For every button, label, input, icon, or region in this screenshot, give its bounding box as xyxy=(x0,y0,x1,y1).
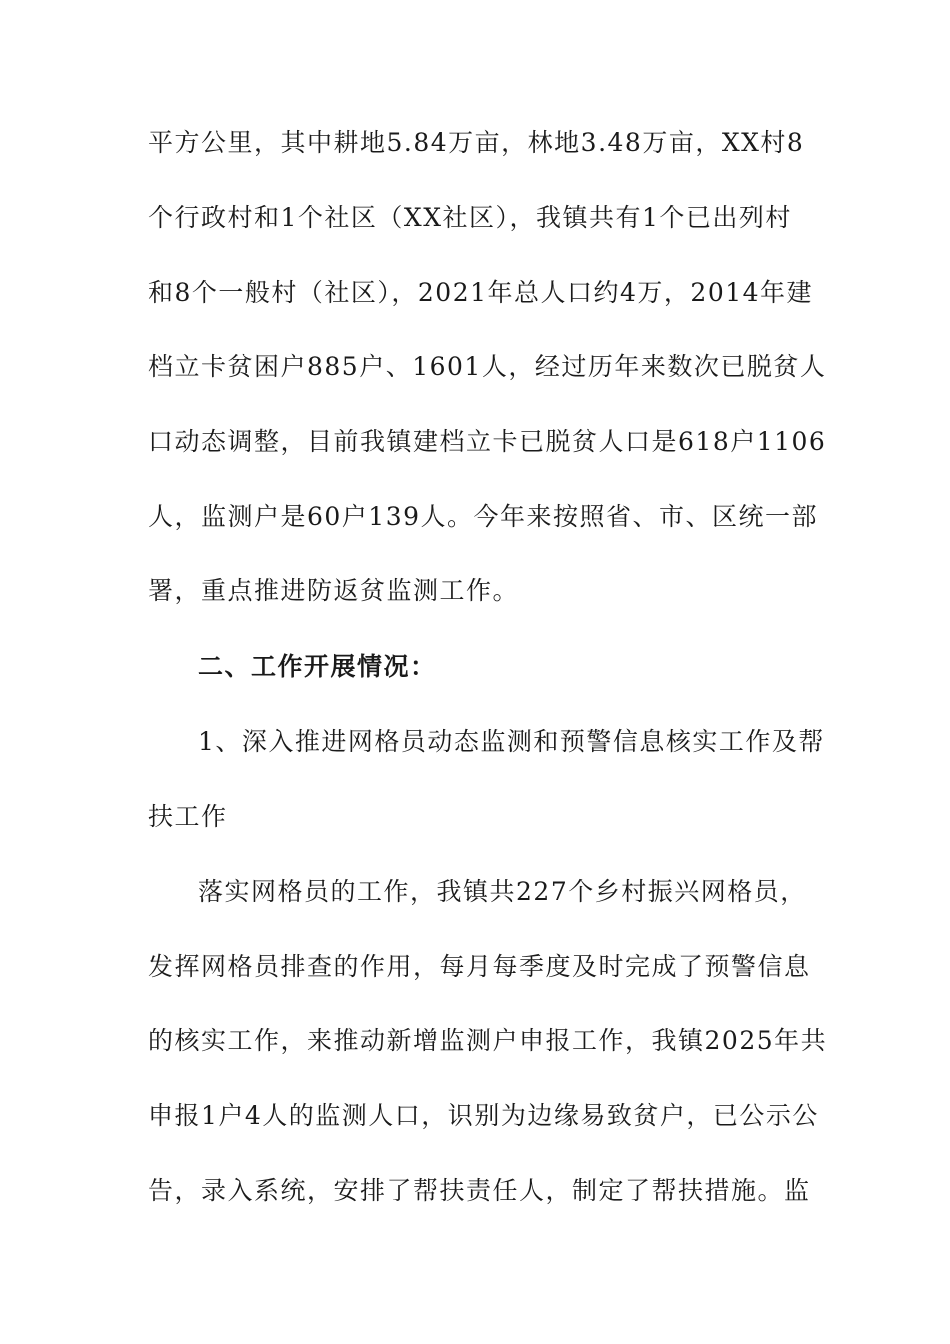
body-text-line: 落实网格员的工作，我镇共227个乡村振兴网格员， xyxy=(198,877,807,906)
section-heading: 二、工作开展情况： xyxy=(198,652,437,681)
body-text-line: 申报1户4人的监测人口，识别为边缘易致贫户，已公示公 xyxy=(148,1101,819,1130)
body-text-line: 个行政村和1个社区（XX社区），我镇共有1个已出列村 xyxy=(148,203,792,232)
body-text-line: 署，重点推进防返贫监测工作。 xyxy=(148,576,520,605)
body-text-line: 口动态调整，目前我镇建档立卡已脱贫人口是618户1106 xyxy=(148,427,827,456)
body-text-line: 发挥网格员排查的作用，每月每季度及时完成了预警信息 xyxy=(148,952,811,981)
body-text-line: 的核实工作，来推动新增监测户申报工作，我镇2025年共 xyxy=(148,1026,828,1055)
body-text-line: 平方公里，其中耕地5.84万亩，林地3.48万亩，XX村8 xyxy=(148,128,805,157)
body-text-line: 人，监测户是60户139人。今年来按照省、市、区统一部 xyxy=(148,502,819,531)
subheading-line: 扶工作 xyxy=(148,802,228,831)
body-text-line: 告，录入系统，安排了帮扶责任人，制定了帮扶措施。监 xyxy=(148,1176,811,1205)
subheading-line: 1、深入推进网格员动态监测和预警信息核实工作及帮 xyxy=(198,727,825,756)
body-text-line: 档立卡贫困户885户、1601人，经过历年来数次已脱贫人 xyxy=(148,352,827,381)
body-text-line: 和8个一般村（社区），2021年总人口约4万，2014年建 xyxy=(148,278,814,307)
